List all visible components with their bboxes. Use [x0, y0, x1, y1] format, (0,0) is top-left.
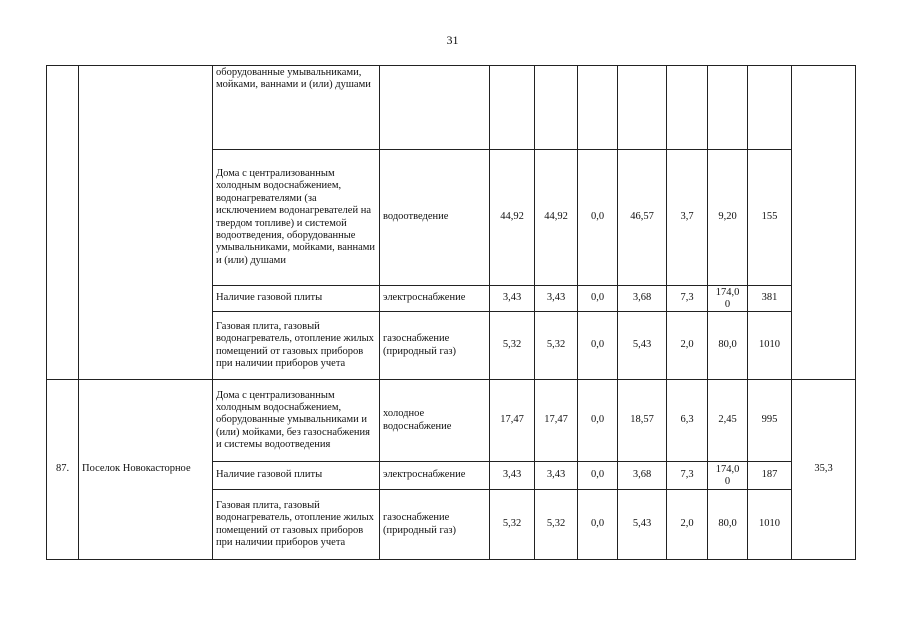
description-cell: Наличие газовой плиты: [213, 462, 380, 490]
value-cell: 5,32: [490, 490, 535, 560]
service-cell: водоотведение: [380, 150, 490, 286]
total-cell: [792, 66, 856, 380]
value-cell: 174,0 0: [708, 286, 748, 312]
value-cell: 5,32: [490, 312, 535, 380]
value-cell: 0,0: [578, 150, 618, 286]
description-cell: Газовая плита, газовый водонагреватель, отопление жилых помещений от газовых приборов при наличии приборов учета: [213, 312, 380, 380]
value-cell: 17,47: [535, 380, 578, 462]
description-cell: Газовая плита, газовый водонагреватель, отопление жилых помещений от газовых приборов при наличии приборов учета: [213, 490, 380, 560]
row-number: 87.: [47, 380, 79, 560]
description-cell: оборудованные умывальниками, мойками, ваннами и (или) душами: [213, 66, 380, 150]
value-cell: 0,0: [578, 380, 618, 462]
value-cell: 1010: [748, 490, 792, 560]
total-value: 35,3: [792, 380, 856, 560]
value-cell: 3,68: [618, 462, 667, 490]
value-cell: 174,0 0: [708, 462, 748, 490]
value-cell: 5,32: [535, 490, 578, 560]
service-cell: газоснабжение (природный газ): [380, 312, 490, 380]
service-cell: электроснабжение: [380, 286, 490, 312]
table-row: [47, 380, 856, 462]
number-cell: [47, 66, 79, 380]
page-number: 31: [446, 33, 459, 47]
value-cell: 0,0: [578, 490, 618, 560]
value-cell: 7,3: [667, 462, 708, 490]
value-cell: 155: [748, 150, 792, 286]
value-cell: 381: [748, 286, 792, 312]
value-cell: 3,7: [667, 150, 708, 286]
service-cell: [380, 66, 490, 150]
value-cell: 5,43: [618, 490, 667, 560]
value-cell: 18,57: [618, 380, 667, 462]
value-cell: 3,43: [490, 462, 535, 490]
tariff-table: [46, 65, 856, 560]
value-cell: 0,0: [578, 312, 618, 380]
value-cell: 17,47: [490, 380, 535, 462]
value-cell: 9,20: [708, 150, 748, 286]
value-cell: 1010: [748, 312, 792, 380]
description-cell: Наличие газовой плиты: [213, 286, 380, 312]
service-cell: электроснабжение: [380, 462, 490, 490]
value-cell: 0,0: [578, 462, 618, 490]
service-cell: газоснабжение (природный газ): [380, 490, 490, 560]
value-cell: 80,0: [708, 312, 748, 380]
value-cell: 44,92: [490, 150, 535, 286]
value-cell: 995: [748, 380, 792, 462]
service-cell: холодное водоснабжение: [380, 380, 490, 462]
description-cell: Дома с централизованным холодным водоснабжением, водонагревателями (за исключением водонагревателей на твердом топливе) и системой водоотведения, оборудованные умывальниками, мойками, ваннами и (или) душами: [213, 150, 380, 286]
value-cell: 2,0: [667, 312, 708, 380]
value-cell: 6,3: [667, 380, 708, 462]
description-cell: Дома с централизованным холодным водоснабжением, оборудованные умывальниками и (или) мойками, без газоснабжения и системы водоотведения: [213, 380, 380, 462]
value-cell: 80,0: [708, 490, 748, 560]
value-cell: 3,43: [535, 462, 578, 490]
value-cell: 5,43: [618, 312, 667, 380]
value-cell: 3,43: [535, 286, 578, 312]
table-row: [47, 66, 856, 150]
value-cell: 5,32: [535, 312, 578, 380]
value-cell: 7,3: [667, 286, 708, 312]
value-cell: 187: [748, 462, 792, 490]
value-cell: 3,43: [490, 286, 535, 312]
settlement-name: Поселок Новокасторное: [79, 380, 213, 560]
value-cell: 2,45: [708, 380, 748, 462]
settlement-cell: [79, 66, 213, 380]
value-cell: 3,68: [618, 286, 667, 312]
value-cell: 44,92: [535, 150, 578, 286]
value-cell: 46,57: [618, 150, 667, 286]
value-cell: 2,0: [667, 490, 708, 560]
value-cell: 0,0: [578, 286, 618, 312]
